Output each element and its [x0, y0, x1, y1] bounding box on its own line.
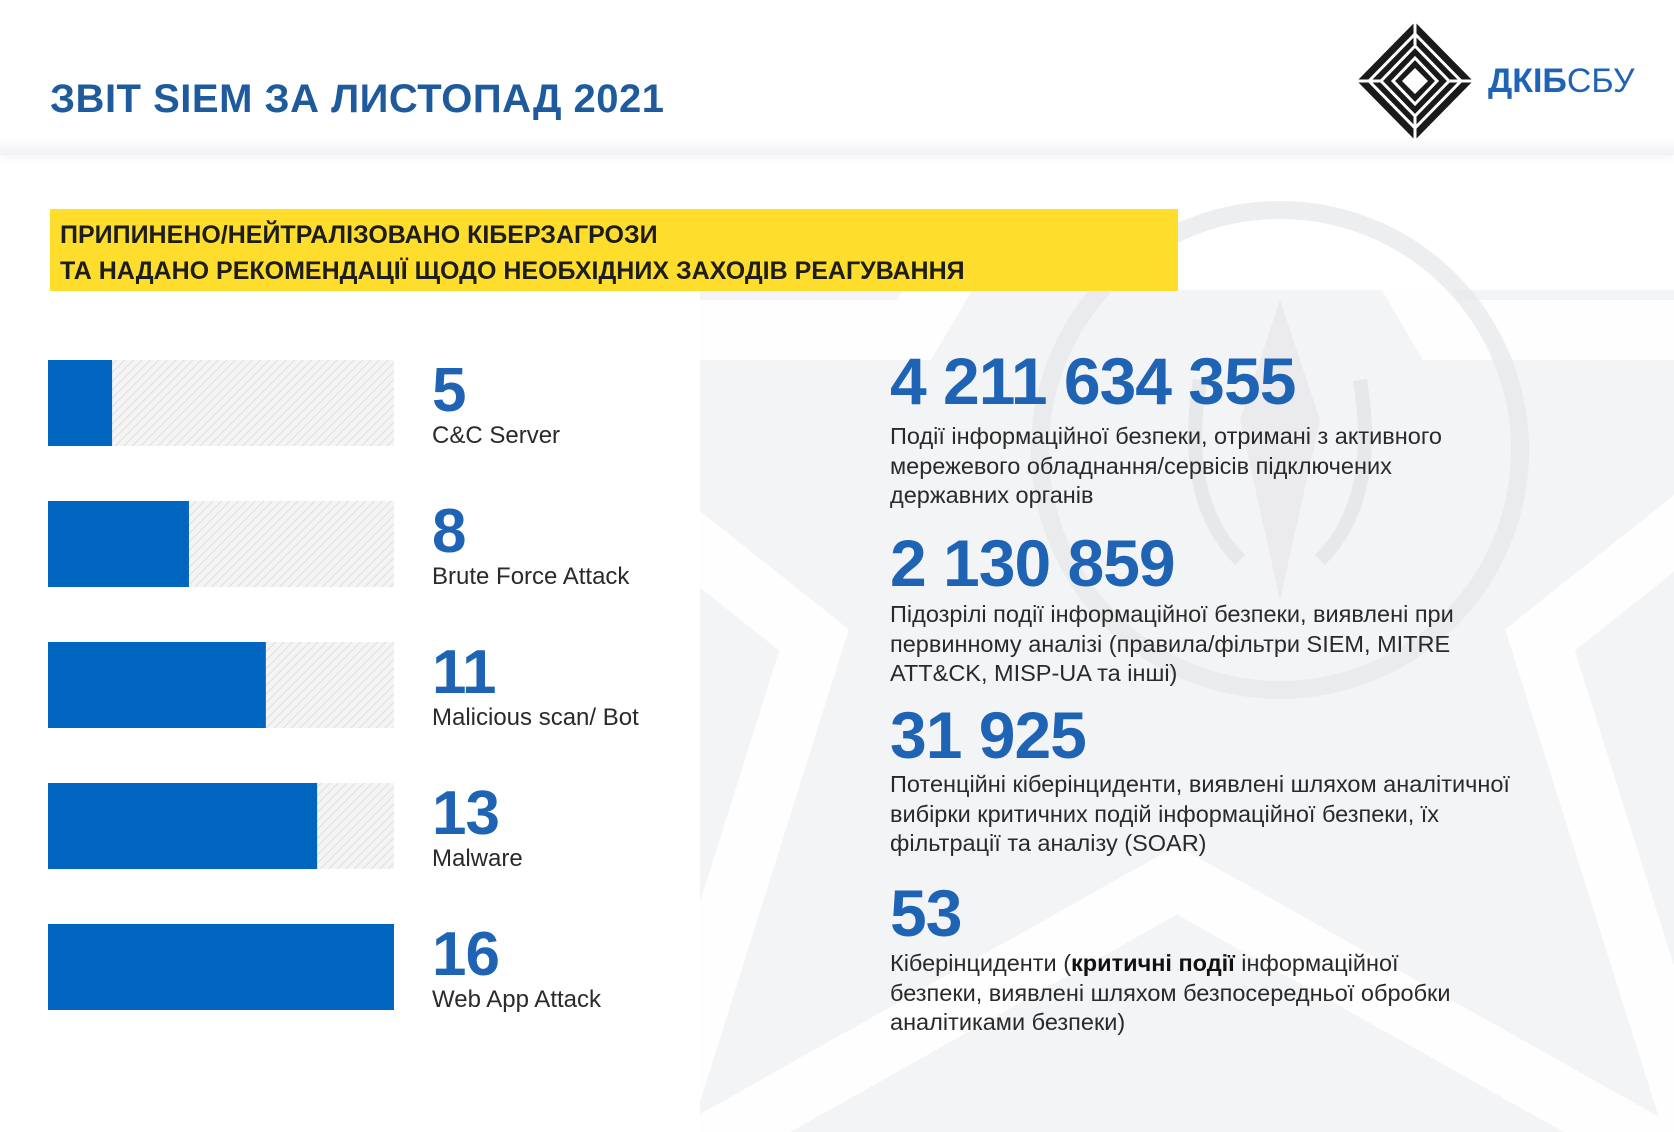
stat-description-line: мережевого обладнання/сервісів підключених: [890, 452, 1392, 479]
stat-description-line: Потенційні кіберінциденти, виявлені шляхом аналітичної: [890, 771, 1510, 797]
bar-category-label: Web App Attack: [432, 986, 601, 1013]
stat-value: 53: [890, 876, 962, 950]
stat-description-line: державних органів: [890, 482, 1094, 508]
logo-wordmark-light: СБУ: [1566, 62, 1635, 100]
bar-category-label: Malicious scan/ Bot: [432, 704, 639, 731]
stat-description-line: [890, 949, 1660, 979]
logo-wordmark-strong: ДКІБ: [1488, 62, 1567, 100]
threat-bar-chart: [0, 340, 700, 1040]
stat-description-line: Підозрілі події інформаційної безпеки, виявлені при: [890, 601, 1454, 627]
bar-category-label: Malware: [432, 845, 523, 872]
page-title: ЗВІТ SIEM ЗА ЛИСТОПАД 2021: [50, 77, 665, 121]
bar-category-label: C&C Server: [432, 422, 561, 449]
stat-description: [890, 949, 1660, 1038]
bar-value-label: 16: [432, 920, 499, 989]
bar-value-label: 13: [432, 779, 499, 848]
logo-wordmark: [1488, 62, 1635, 101]
stat-description-line: вибірки критичних подій інформаційної безпеки, їх: [890, 800, 1440, 827]
stat-value: 31 925: [890, 698, 1086, 772]
highlight-banner: [50, 209, 1178, 291]
stat-description-bold: критичні події: [1071, 950, 1235, 976]
bar-value-label: 5: [432, 356, 466, 425]
stat-description-line: безпеки, виявлені шляхом безпосередньої обробки: [890, 979, 1451, 1006]
stat-description-line: ATT&CK, MISP-UA та інші): [890, 660, 1178, 686]
bar-3: [48, 642, 266, 728]
bar-4: [48, 783, 317, 869]
banner-line-2: ТА НАДАНО РЕКОМЕНДАЦІЇ ЩОДО НЕОБХІДНИХ ЗАХОДІВ РЕАГУВАННЯ: [60, 257, 965, 285]
stat-description: [890, 600, 1660, 689]
banner-line-1: ПРИПИНЕНО/НЕЙТРАЛІЗОВАНО КІБЕРЗАГРОЗИ: [60, 221, 658, 249]
bar-2: [48, 501, 189, 587]
stat-description-text: Кіберінциденти (: [890, 950, 1072, 976]
stat-description-line: фільтрації та аналізу (SOAR): [890, 830, 1207, 856]
bar-category-label: Brute Force Attack: [432, 563, 630, 590]
stat-description-text: інформаційної: [1234, 950, 1399, 976]
bar-5: [48, 924, 394, 1010]
bar-value-label: 8: [432, 497, 466, 566]
stat-description: [890, 770, 1660, 859]
bar-1: [48, 360, 112, 446]
stat-value: 2 130 859: [890, 526, 1175, 600]
stat-description-line: аналітиками безпеки): [890, 1009, 1126, 1035]
dkib-logo-icon: [1355, 20, 1475, 142]
bar-value-label: 11: [432, 638, 496, 707]
stat-value: 4 211 634 355: [890, 344, 1296, 418]
stat-description-line: Події інформаційної безпеки, отримані з активного: [890, 423, 1442, 449]
stat-description-line: первинному аналізі (правила/фільтри SIEM, MITRE: [890, 630, 1451, 657]
stat-description: [890, 422, 1660, 511]
